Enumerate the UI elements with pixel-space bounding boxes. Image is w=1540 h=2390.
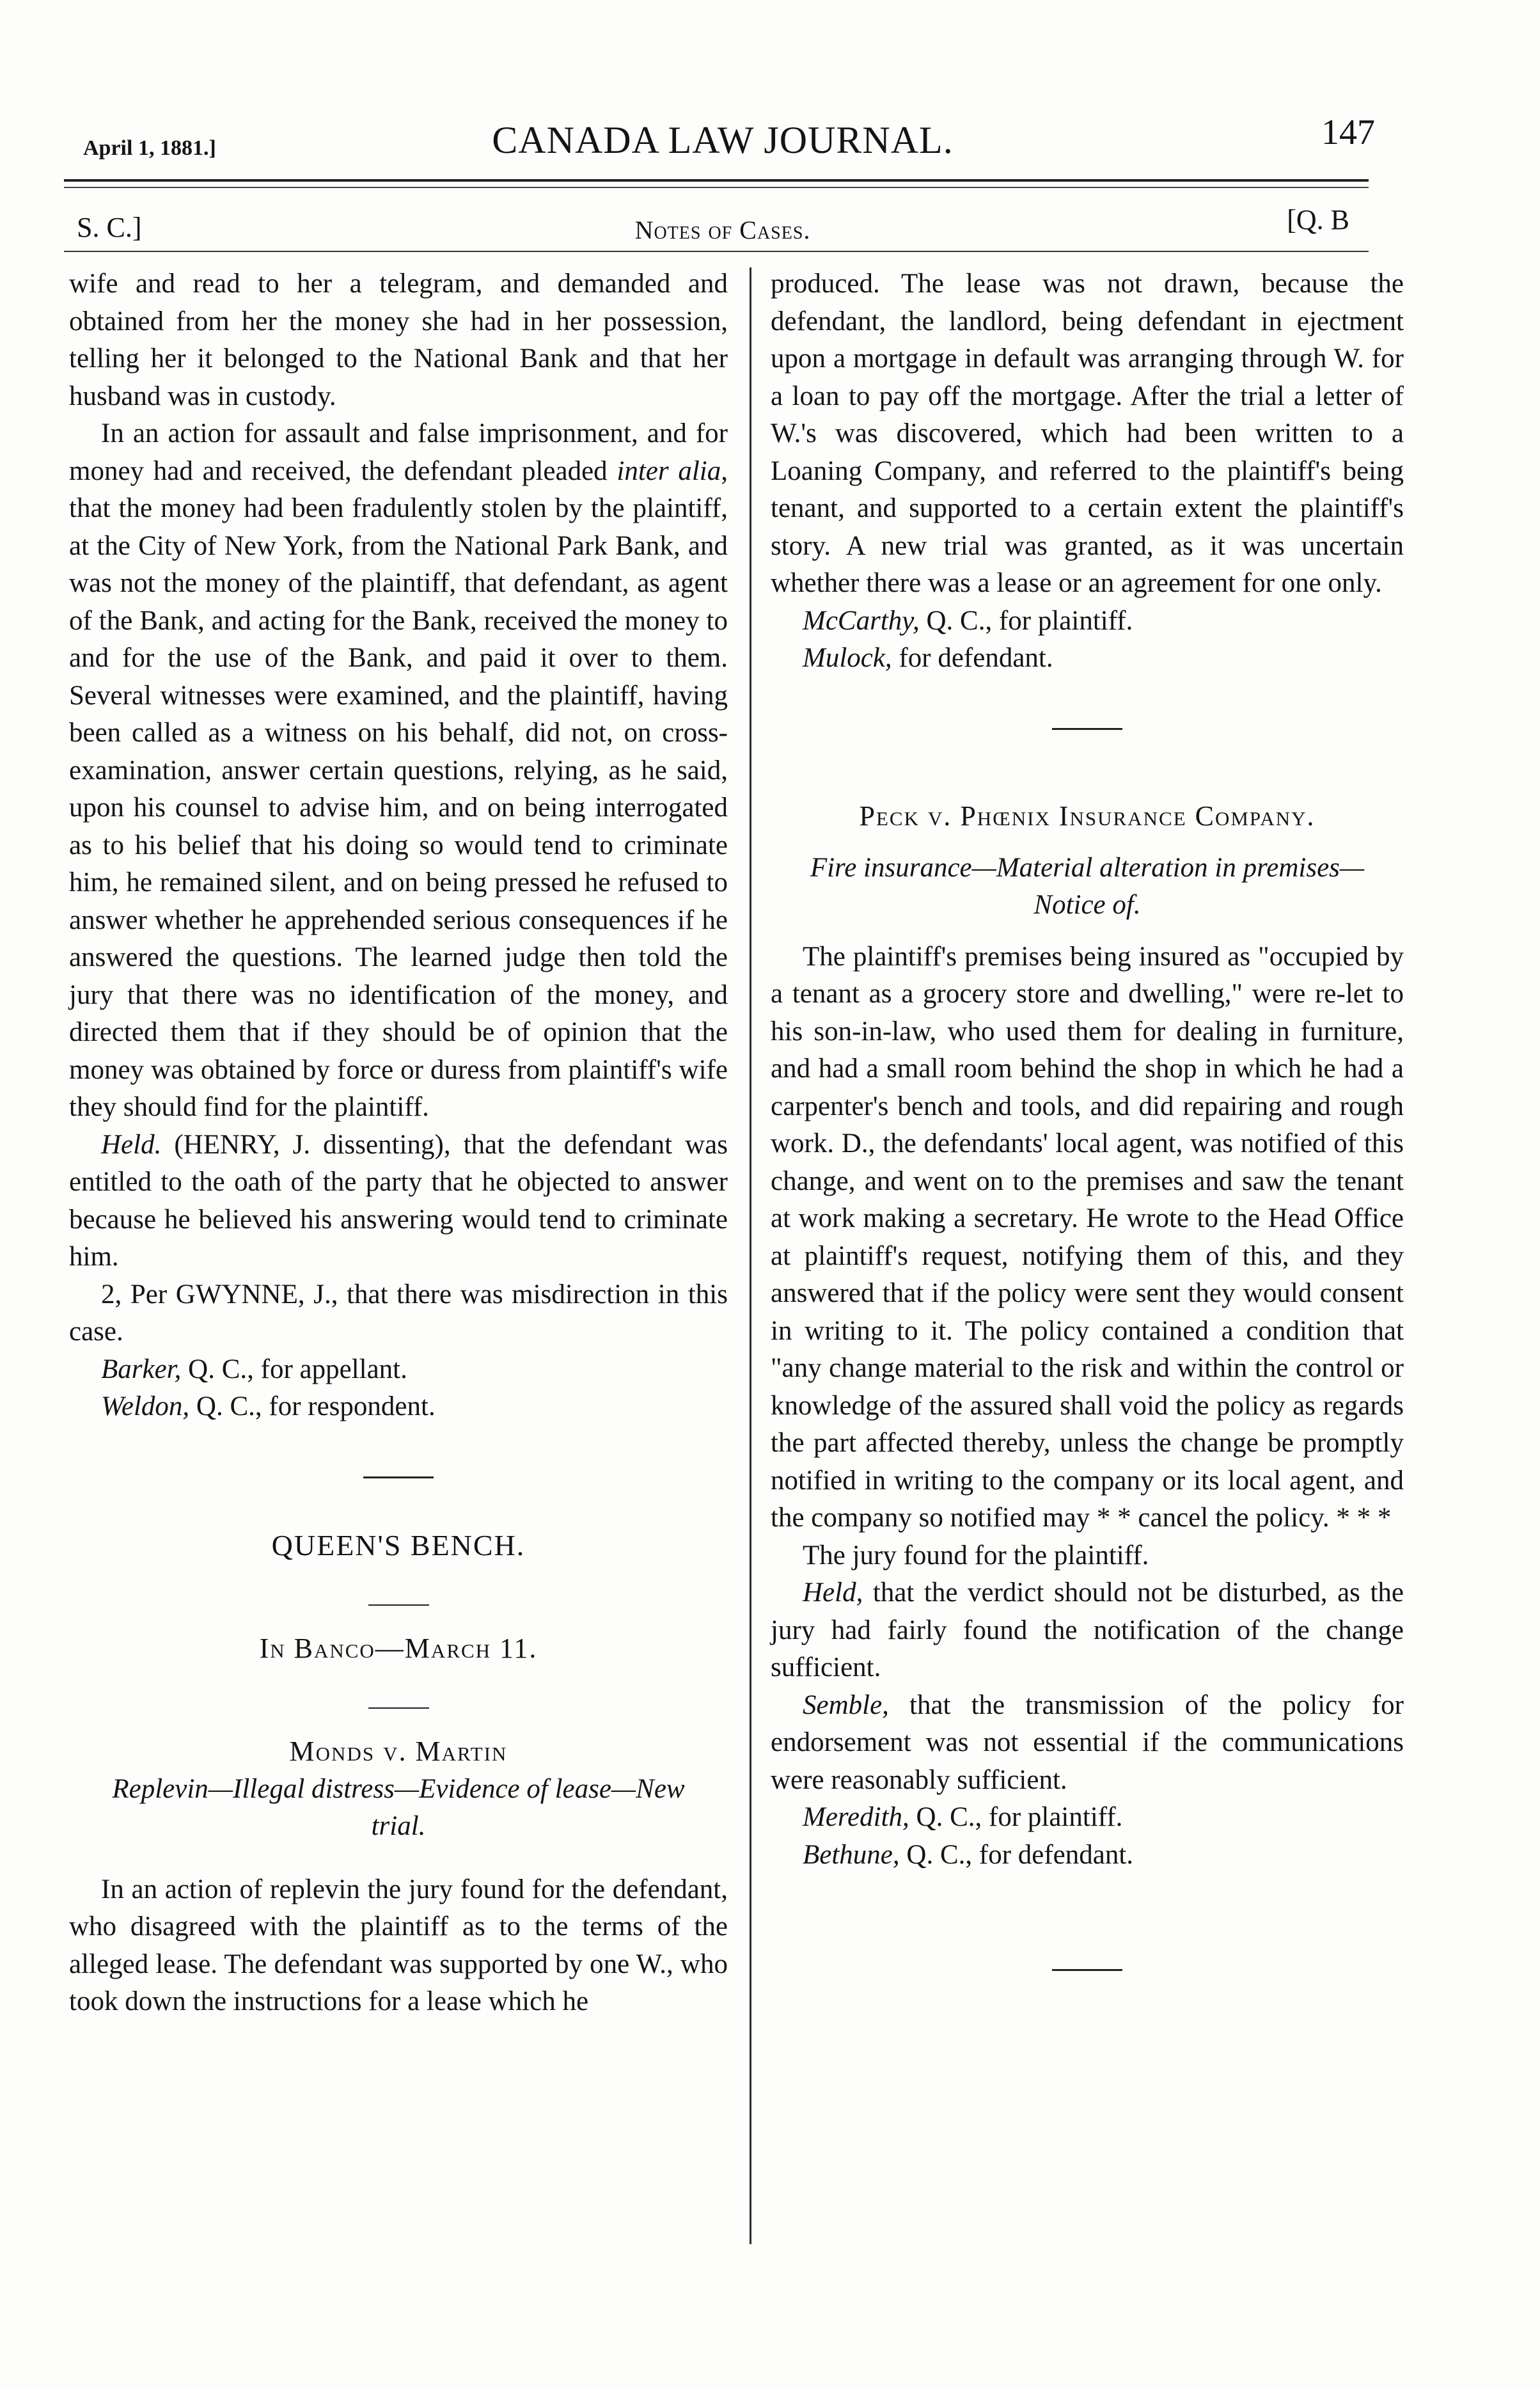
counsel-line: [771, 1837, 1404, 1874]
column-divider: [750, 267, 751, 2244]
counsel-role: Q. C., for respondent.: [189, 1391, 436, 1421]
held-text: (HENRY, J. dissenting), that the defendant was entitled to the oath of the party that he objected to answer because he believed his answering would tend to criminate him.: [69, 1129, 728, 1272]
separator: [69, 1682, 728, 1720]
counsel-name: Weldon,: [101, 1391, 190, 1421]
section-rule: [64, 251, 1369, 252]
counsel-role: Q. C., for appellant.: [181, 1354, 407, 1384]
counsel-line: [69, 1388, 728, 1426]
running-header: [83, 112, 1375, 170]
counsel-line: [69, 1351, 728, 1389]
paragraph: In an action of replevin the jury found for the defendant, who disagreed with the plaintiff as to the terms of the alleged lease. The defendant was supported by one W., who took down the instructions for a lease which he: [69, 1874, 728, 2016]
court-left: S. C.]: [77, 212, 142, 243]
catchwords: Fire insurance—Material alteration in premises—Notice of.: [810, 852, 1365, 920]
held-label: Held.: [101, 1129, 162, 1160]
paragraph: [69, 415, 728, 1127]
separator: [69, 1452, 728, 1489]
section-header: [77, 203, 1369, 242]
counsel-name: Mulock,: [803, 643, 892, 673]
counsel-role: Q. C., for defendant.: [899, 1839, 1134, 1870]
semble: [771, 1687, 1404, 1800]
latin-phrase: inter alia: [617, 455, 721, 486]
counsel-line: [771, 1799, 1404, 1837]
catchwords: Replevin—Illegal distress—Evidence of lease—New trial.: [112, 1773, 685, 1841]
journal-title: CANADA LAW JOURNAL.: [492, 119, 954, 161]
paragraph: The plaintiff's premises being insured as "occupied by a tenant as a grocery store and dwelling," were re-let to his son-in-law, who used them for dealing in furniture, and had a small room behind the shop in which he had a carpenter's bench and tools, and did repairing and rough work. D., the defendants' local agent, was notified of this change, and went on to the premises and saw the tenant at work making a secretary. He wrote to the Head Office at plaintiff's request, notifying them of this, and they answered that if the policy were sent they would consent in writing to it. The policy contained a condition that "any change material to the risk and within the control or knowledge of the assured shall void the policy as regards the part affected thereby, unless the change be promptly notified in writing to the company or its local agent, and the company so notified may * * cancel the policy. * * *: [771, 941, 1404, 1533]
counsel-role: Q. C., for plaintiff.: [919, 605, 1133, 636]
paragraph: produced. The lease was not drawn, because the defendant, the landlord, being defendant in ejectment upon a mortgage in default was arranging through W. for a loan to pay off the mortgage. After the trial a letter of W.'s was discovered, which had been written to a Loaning Company, and referred to the plaintiff's being tenant, and supported to a certain extent the plaintiff's story. A new trial was granted, as it was uncertain whether there was a lease or an agreement for one only.: [771, 269, 1404, 598]
paragraph: The jury found for the plaintiff.: [803, 1540, 1149, 1571]
counsel-name: Bethune,: [803, 1839, 900, 1870]
issue-date: April 1, 1881.]: [83, 136, 216, 160]
separator: [771, 1944, 1404, 1982]
counsel-name: McCarthy,: [803, 605, 920, 636]
semble-label: Semble,: [803, 1690, 889, 1720]
left-column: [69, 265, 728, 2021]
separator: [771, 703, 1404, 741]
held-text: that the verdict should not be disturbed, as the jury had fairly found the notification of the change sufficient.: [771, 1578, 1404, 1682]
paragraph: wife and read to her a telegram, and demanded and obtained from her the money she had in her possession, telling her it belonged to the National Bank and that her husband was in custody.: [69, 269, 728, 411]
separator: [69, 1579, 728, 1617]
court-heading: QUEEN'S BENCH.: [271, 1529, 526, 1562]
page-number: 147: [1321, 113, 1375, 152]
court-right: [Q. B: [1287, 204, 1349, 235]
paragraph: 2, Per GWYNNE, J., that there was misdirection in this case.: [69, 1279, 728, 1347]
holding: [69, 1127, 728, 1276]
counsel-name: Meredith,: [803, 1802, 909, 1832]
case-title: Monds v. Martin: [289, 1736, 508, 1767]
counsel-name: Barker,: [101, 1354, 182, 1384]
text-run: , that the money had been fradulently stolen by the plaintiff, at the City of New York, from the National Park Bank, and was not the money of the plaintiff, that defendant, as agent of the Bank, and acting for the Bank, received the money to and for the use of the Bank, and paid it over to them. Several witnesses were examined, and the plaintiff, having been called as a witness on his behalf, did not, on cross-examination, answer certain questions, relying, as he said, upon his counsel to advise him, and on being interrogated as to his belief that his doing so would tend to criminate him, he remained silent, and on being pressed he refused to answer whether he apprehended serious consequences if he answered the questions. The learned judge then told the jury that there was no identification of the money, and directed them that if they should be of opinion that the money was obtained by force or duress from plaintiff's wife they should find for the plaintiff.: [69, 455, 728, 1122]
header-rule-thin: [64, 187, 1369, 188]
semble-text: that the transmission of the policy for endorsement was not essential if the communications were reasonably sufficient.: [771, 1690, 1404, 1795]
counsel-line: [771, 640, 1404, 677]
case-title: Peck v. Phœnix Insurance Company.: [859, 800, 1316, 832]
holding: [771, 1574, 1404, 1687]
section-title: Notes of Cases.: [634, 216, 811, 244]
held-label: Held,: [803, 1578, 863, 1608]
header-rule: [64, 179, 1369, 182]
counsel-role: for defendant.: [892, 643, 1053, 673]
text-run: In an action for assault and false imprisonment, and for money had and received, the defendant pleaded: [69, 418, 728, 486]
counsel-line: [771, 603, 1404, 640]
court-sitting: In Banco—March 11.: [259, 1633, 538, 1664]
right-column: [771, 265, 1404, 2020]
counsel-role: Q. C., for plaintiff.: [909, 1802, 1123, 1832]
